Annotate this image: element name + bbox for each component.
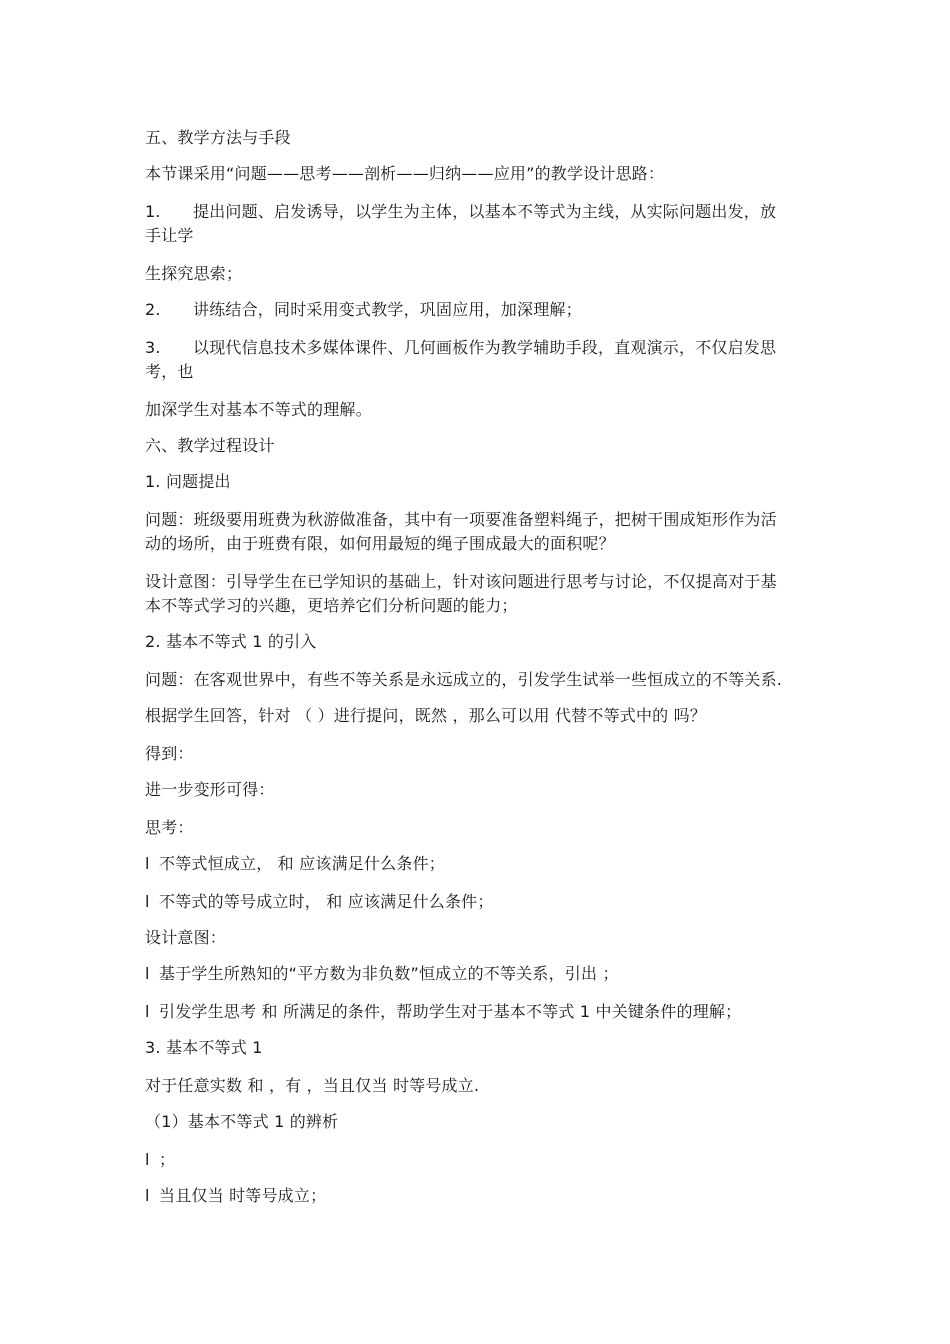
bullet-marker: l [145, 1186, 150, 1205]
part-2-think-item-1: l 不等式恒成立， 和 应该满足什么条件； [145, 852, 805, 876]
part-3-subtitle: （1）基本不等式 1 的辨析 [145, 1112, 339, 1131]
part-2-design-item-2: l 引发学生思考 和 所满足的条件，帮助学生对于基本不等式 1 中关键条件的理解； [145, 1000, 805, 1024]
section-5-intro: 本节课采用“问题——思考——剖析——归纳——应用”的教学设计思路： [145, 164, 665, 183]
part-3-statement: 对于任意实数 和 ，有 ，当且仅当 时等号成立. [145, 1076, 480, 1095]
part-3-title: 3. 基本不等式 1 [145, 1038, 263, 1057]
bullet-marker: l [145, 892, 150, 911]
part-1-design-line-1: 设计意图：引导学生在已学知识的基础上，针对该问题进行思考与讨论，不仅提高对于基 [145, 572, 777, 591]
part-2-design: 设计意图： [145, 928, 227, 947]
part-1-question-line-2: 动的场所，由于班费有限，如何用最短的绳子围成最大的面积呢？ [145, 534, 615, 553]
method-1-line-1: 1. 提出问题、启发诱导，以学生为主体，以基本不等式为主线，从实际问题出发，放 [145, 200, 805, 224]
part-2-title: 2. 基本不等式 1 的引入 [145, 632, 317, 651]
part-2-answer: 根据学生回答，针对 （ ）进行提问，既然 ，那么可以用 代替不等式中的 吗？ [145, 706, 707, 725]
method-3-line-3: 加深学生对基本不等式的理解。 [145, 400, 372, 419]
part-2-further: 进一步变形可得： [145, 780, 275, 799]
part-1-question-line-1: 问题：班级要用班费为秋游做准备，其中有一项要准备塑料绳子，把树干围成矩形作为活 [145, 510, 777, 529]
part-3-item-1: l ； [145, 1148, 805, 1172]
bullet-marker: l [145, 1002, 150, 1021]
bullet-marker: l [145, 1150, 150, 1169]
bullet-marker: l [145, 854, 150, 873]
part-3-item-2: l 当且仅当 时等号成立； [145, 1184, 805, 1208]
section-5-title: 五、教学方法与手段 [145, 128, 291, 147]
list-number: 1. [145, 202, 161, 221]
bullet-marker: l [145, 964, 150, 983]
part-2-design-item-1: l 基于学生所熟知的“平方数为非负数”恒成立的不等关系，引出 ； [145, 962, 805, 986]
part-2-question: 问题：在客观世界中，有些不等关系是永远成立的，引发学生试举一些恒成立的不等关系. [145, 670, 783, 689]
list-number: 2. [145, 300, 161, 319]
part-2-think: 思考： [145, 818, 194, 837]
method-3-line-2: 考，也 [145, 362, 194, 381]
section-6-title: 六、教学过程设计 [145, 436, 275, 455]
method-1-line-2: 手让学 [145, 226, 194, 245]
part-2-get: 得到： [145, 744, 194, 763]
method-2: 2. 讲练结合，同时采用变式教学，巩固应用，加深理解； [145, 298, 805, 322]
part-1-title: 1. 问题提出 [145, 472, 231, 491]
method-1-line-3: 生探究思索； [145, 264, 243, 283]
part-2-think-item-2: l 不等式的等号成立时， 和 应该满足什么条件； [145, 890, 805, 914]
method-3-line-1: 3. 以现代信息技术多媒体课件、几何画板作为教学辅助手段，直观演示，不仅启发思 [145, 336, 805, 360]
part-1-design-line-2: 本不等式学习的兴趣，更培养它们分析问题的能力； [145, 596, 518, 615]
list-number: 3. [145, 338, 161, 357]
